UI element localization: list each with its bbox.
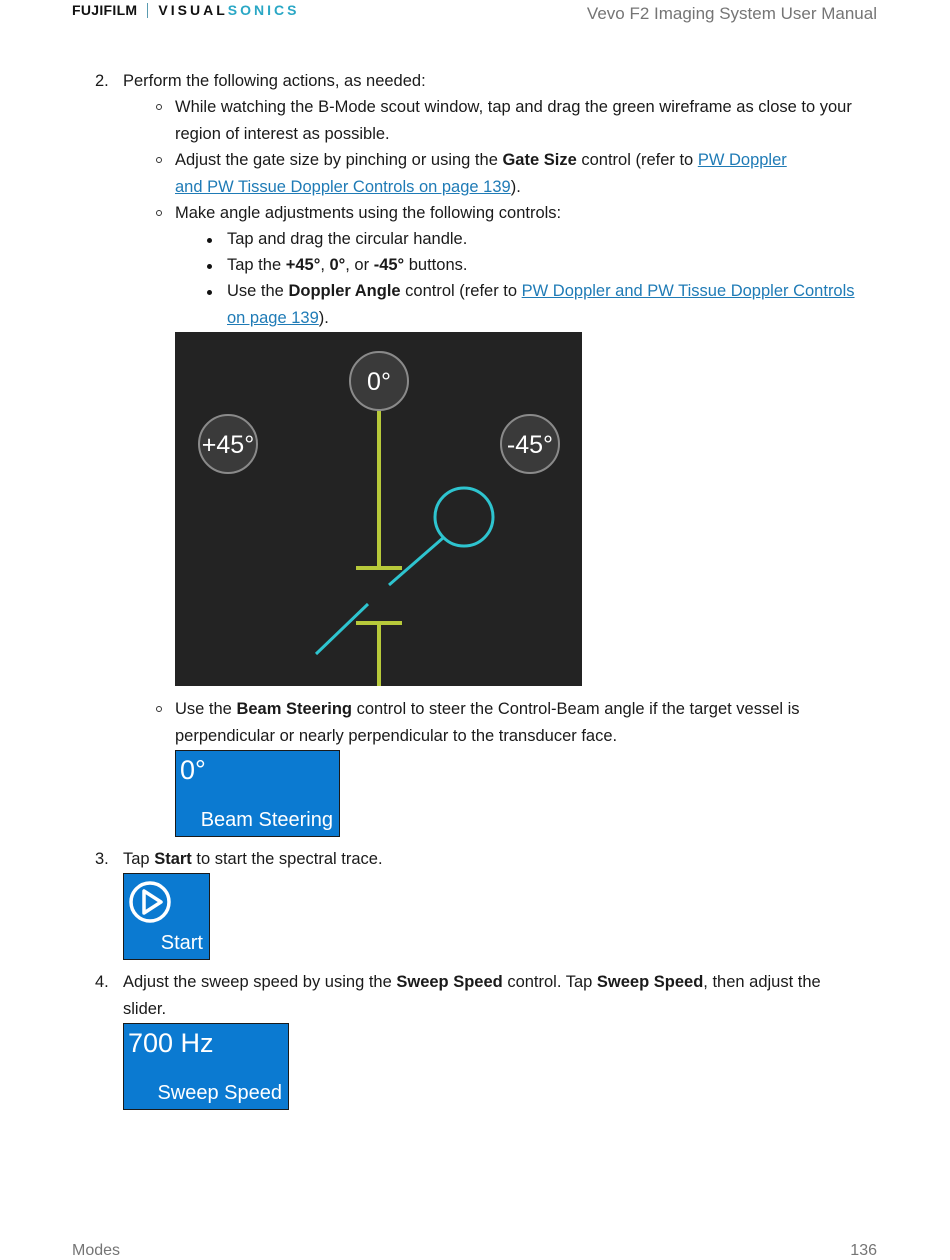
bullet-beam-steering-line2: perpendicular or nearly perpendicular to the transducer face. xyxy=(175,727,618,745)
text: ). xyxy=(510,178,521,196)
bullet-wireframe-line2: region of interest as possible. xyxy=(175,125,390,143)
logo-divider xyxy=(147,3,148,18)
plus45-label: +45° xyxy=(201,431,255,459)
start-label: Start xyxy=(160,932,203,954)
text: Use the xyxy=(227,282,289,300)
bullet-wireframe-line1: While watching the B-Mode scout window, tap and drag the green wireframe as close to your xyxy=(175,98,852,116)
term-0: 0° xyxy=(329,256,346,274)
dot-bullet-icon xyxy=(207,264,212,269)
text: control (refer to xyxy=(576,151,698,169)
circle-bullet-icon xyxy=(156,210,162,216)
minus45-button[interactable] xyxy=(501,415,559,473)
gate-size-term: Gate Size xyxy=(502,151,577,169)
sub-bullet-angle-buttons xyxy=(227,252,467,279)
text: control (refer to xyxy=(400,282,522,300)
beam-steering-button[interactable] xyxy=(175,750,340,837)
logo-sonics: SONICS xyxy=(227,2,300,18)
text: control. Tap xyxy=(502,973,597,991)
text: Adjust the sweep speed by using the xyxy=(123,973,397,991)
footer-section: Modes xyxy=(72,1242,121,1259)
logo-visual: VISUAL xyxy=(158,2,228,18)
step-number: 3. xyxy=(95,850,109,868)
step-2-text: Perform the following actions, as needed: xyxy=(123,72,426,90)
bullet-beam-steering-line1 xyxy=(175,696,800,723)
sweep-speed-term: Sweep Speed xyxy=(396,973,503,991)
step-4-line1 xyxy=(123,969,821,996)
text: Tap the xyxy=(227,256,286,274)
step-4-line2: slider. xyxy=(123,1000,167,1018)
text: to start the spectral trace. xyxy=(191,850,383,868)
fujifilm-visualsonics-logo xyxy=(72,2,299,18)
beam-steering-label: Beam Steering xyxy=(200,809,333,831)
manual-title: Vevo F2 Imaging System User Manual xyxy=(586,4,877,23)
bullet-angle-adjust: Make angle adjustments using the following controls: xyxy=(175,204,562,222)
play-circle-icon xyxy=(128,880,172,924)
zero-degree-label: 0° xyxy=(367,368,391,396)
bullet-gate-size-line2 xyxy=(175,174,521,201)
start-button[interactable] xyxy=(123,873,210,960)
text: , xyxy=(320,256,330,274)
text: buttons. xyxy=(404,256,468,274)
doppler-angle-panel xyxy=(175,332,582,686)
text: , then adjust the xyxy=(703,973,821,991)
beam-steering-term: Beam Steering xyxy=(236,700,352,718)
start-term: Start xyxy=(154,850,192,868)
doppler-angle-graphic xyxy=(175,332,582,686)
pw-doppler-link-cont[interactable]: and PW Tissue Doppler Controls on page 139 xyxy=(175,178,511,196)
logo-visualsonics-text xyxy=(158,2,299,18)
sweep-speed-label: Sweep Speed xyxy=(157,1082,282,1104)
doppler-angle-term: Doppler Angle xyxy=(288,282,401,300)
term-minus45: -45° xyxy=(373,256,405,274)
text: control to steer the Control-Beam angle if the target vessel is xyxy=(352,700,800,718)
circle-bullet-icon xyxy=(156,104,162,110)
text: Adjust the gate size by pinching or using the xyxy=(175,151,503,169)
pw-doppler-link[interactable]: PW Doppler xyxy=(697,151,787,169)
beam-steering-value: 0° xyxy=(180,755,206,785)
angle-line-upper xyxy=(389,538,443,585)
step-number: 4. xyxy=(95,973,109,991)
term-plus45: +45° xyxy=(285,256,321,274)
pw-doppler-controls-link[interactable]: PW Doppler and PW Tissue Doppler Controls xyxy=(521,282,855,300)
logo-fujifilm-text: FUJIFILM xyxy=(72,2,138,18)
sweep-speed-term: Sweep Speed xyxy=(596,973,704,991)
page-header xyxy=(72,0,877,30)
step-3-text xyxy=(123,846,383,873)
circle-bullet-icon xyxy=(156,157,162,163)
text: ). xyxy=(318,309,329,327)
sub-bullet-doppler-angle-line1 xyxy=(227,278,855,305)
angle-handle-icon[interactable] xyxy=(435,488,493,546)
sweep-speed-value: 700 Hz xyxy=(128,1028,214,1058)
step-number: 2. xyxy=(95,72,109,90)
bullet-gate-size-line1 xyxy=(175,147,787,174)
circle-bullet-icon xyxy=(156,706,162,712)
dot-bullet-icon xyxy=(207,238,212,243)
angle-line-lower xyxy=(316,604,368,654)
sweep-speed-button[interactable] xyxy=(123,1023,289,1110)
text: , or xyxy=(345,256,374,274)
sub-bullet-doppler-angle-line2 xyxy=(227,305,329,332)
sub-bullet-drag-handle: Tap and drag the circular handle. xyxy=(227,230,468,248)
footer-page-number: 136 xyxy=(850,1242,877,1259)
text: Tap xyxy=(123,850,155,868)
dot-bullet-icon xyxy=(207,290,212,295)
pw-doppler-controls-link-cont[interactable]: on page 139 xyxy=(227,309,319,327)
minus45-label: -45° xyxy=(506,431,554,459)
zero-degree-button[interactable] xyxy=(350,352,408,410)
plus45-button[interactable] xyxy=(199,415,257,473)
text: Use the xyxy=(175,700,237,718)
